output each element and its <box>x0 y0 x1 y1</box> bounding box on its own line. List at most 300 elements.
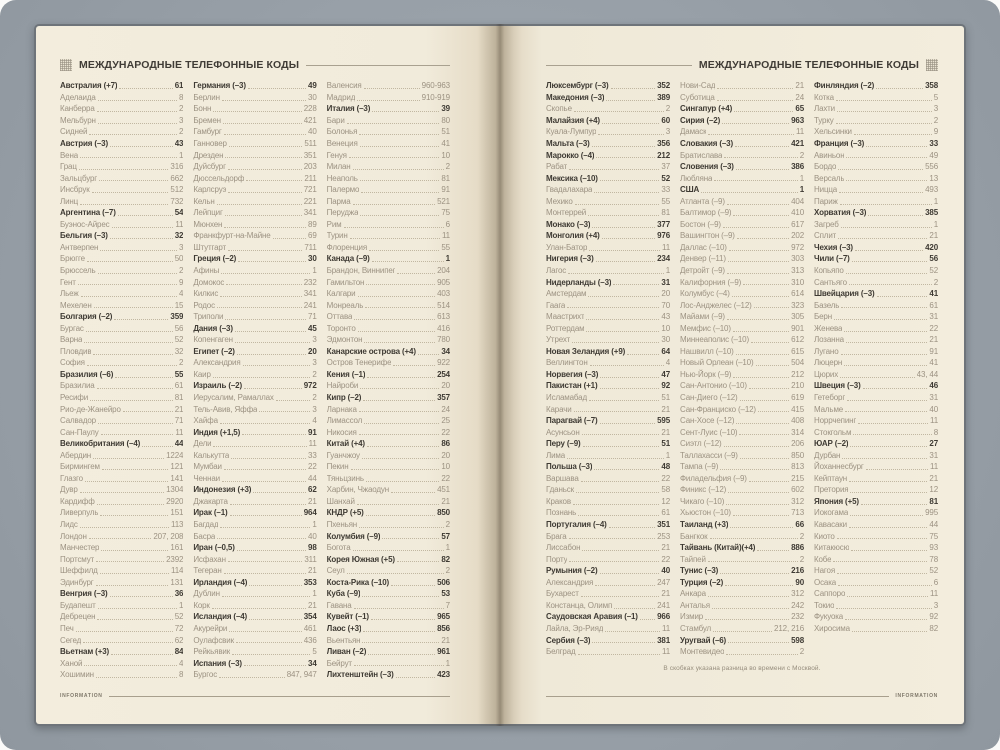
city-row <box>60 634 183 646</box>
dot-leader <box>846 342 927 343</box>
dot-leader <box>582 434 660 435</box>
entry-label: Бургас <box>60 323 84 333</box>
entry-code: 1 <box>312 520 317 530</box>
dot-leader <box>606 100 655 101</box>
dot-leader <box>230 504 306 505</box>
city-row <box>60 172 183 184</box>
dot-leader <box>714 180 797 181</box>
entry-code: 44 <box>308 473 317 483</box>
entry-code: 512 <box>170 185 184 195</box>
city-row <box>193 207 316 219</box>
entry-label: Денвер (–11) <box>680 254 726 264</box>
entry-code: 619 <box>791 393 804 403</box>
city-row <box>60 519 183 531</box>
entry-label: Триполи <box>193 312 224 322</box>
city-row <box>680 172 804 184</box>
country-row <box>193 253 316 265</box>
entry-code: 52 <box>174 335 184 345</box>
entry-code: 221 <box>303 196 317 206</box>
dot-leader <box>97 504 164 505</box>
entry-code: 44 <box>929 520 938 530</box>
dot-leader <box>220 423 310 424</box>
city-row <box>546 322 670 334</box>
entry-code: 151 <box>170 508 184 518</box>
country-row <box>680 519 804 531</box>
city-row <box>327 219 450 231</box>
dot-leader <box>837 538 928 539</box>
dot-leader <box>219 677 285 678</box>
entry-label: Брага <box>546 531 567 541</box>
city-row <box>193 669 316 681</box>
entry-label: Португалия (–4) <box>546 520 607 530</box>
entry-code: 1 <box>312 589 317 599</box>
dot-leader <box>349 157 440 158</box>
dot-leader <box>749 481 789 482</box>
entry-code: 21 <box>661 427 670 437</box>
city-row <box>814 346 938 358</box>
city-row <box>60 542 183 554</box>
city-row <box>680 450 804 462</box>
dot-leader <box>592 227 655 228</box>
city-row <box>814 299 938 311</box>
footer-rule <box>109 696 450 697</box>
dot-leader <box>80 492 164 493</box>
entry-label: Вена <box>60 150 79 160</box>
entry-label: Скопье <box>546 104 572 114</box>
entry-code: 37 <box>661 162 670 172</box>
dot-leader <box>358 331 435 332</box>
entry-code: 21 <box>661 543 670 553</box>
entry-label: Лахти <box>814 104 835 114</box>
entry-label: Мюнхен <box>193 219 223 229</box>
entry-label: Пакистан (+1) <box>546 381 598 391</box>
entry-code: 61 <box>929 300 938 310</box>
dot-leader <box>235 342 310 343</box>
city-row <box>814 334 938 346</box>
entry-label: Киото <box>814 531 835 541</box>
entry-label: Эдмонтон <box>326 335 363 345</box>
city-row <box>193 103 316 115</box>
country-row <box>814 207 938 219</box>
dot-leader <box>123 411 173 412</box>
dot-leader <box>79 169 169 170</box>
entry-label: Цюрих <box>814 369 839 379</box>
dot-leader <box>576 492 659 493</box>
dot-leader <box>605 631 660 632</box>
entry-code: 4 <box>665 358 670 368</box>
dot-leader <box>242 434 306 435</box>
entry-code: 33 <box>929 138 938 148</box>
city-row <box>680 311 804 323</box>
entry-label: Колумбия (–9) <box>326 531 381 541</box>
entry-label: Бордо <box>814 162 837 172</box>
dot-leader <box>609 527 655 528</box>
country-row <box>327 623 450 635</box>
entry-code: 72 <box>174 623 184 633</box>
entry-code: 215 <box>791 473 804 483</box>
dot-leader <box>372 111 439 112</box>
city-row <box>546 403 670 415</box>
entry-label: Чехия (–3) <box>814 242 853 252</box>
entry-code: 3 <box>179 242 184 252</box>
city-row <box>814 450 938 462</box>
dot-leader <box>238 261 306 262</box>
city-row <box>546 450 670 462</box>
entry-label: Копенгаген <box>193 335 233 345</box>
city-row <box>327 657 450 669</box>
entry-label: Линц <box>60 196 79 206</box>
dot-leader <box>100 573 169 574</box>
dot-leader <box>600 180 660 181</box>
city-row <box>60 219 183 231</box>
dot-leader <box>362 596 439 597</box>
entry-label: Рабат <box>546 162 568 172</box>
city-row <box>193 634 316 646</box>
entry-code: 358 <box>925 81 938 91</box>
entry-label: Монреаль <box>326 300 364 310</box>
city-row <box>680 473 804 485</box>
city-row <box>193 161 316 173</box>
dot-leader <box>94 307 173 308</box>
dot-leader <box>101 550 168 551</box>
dot-leader <box>749 388 789 389</box>
dot-leader <box>847 596 928 597</box>
entry-label: Кения (–1) <box>326 369 366 379</box>
city-row <box>193 369 316 381</box>
entry-code: 58 <box>661 485 670 495</box>
dot-leader <box>594 469 659 470</box>
entry-code: 47 <box>661 369 670 379</box>
dot-leader <box>836 100 932 101</box>
entry-code: 43 <box>174 138 184 148</box>
entry-label: Бейрут <box>326 658 352 668</box>
dot-leader <box>708 596 789 597</box>
entry-code: 961 <box>437 647 450 657</box>
timezone-footnote: В скобках указана разница во времени с Москвой. <box>663 665 821 673</box>
dot-leader <box>81 296 177 297</box>
country-row <box>193 657 316 669</box>
country-row <box>60 311 183 323</box>
dot-leader <box>846 157 927 158</box>
city-row <box>680 299 804 311</box>
codes-column-1 <box>60 80 183 680</box>
entry-code: 22 <box>441 427 450 437</box>
city-row <box>60 403 183 415</box>
dot-leader <box>866 469 928 470</box>
entry-code: 113 <box>171 520 184 530</box>
entry-code: 521 <box>437 196 450 206</box>
entry-code: 965 <box>437 612 450 622</box>
city-row <box>60 322 183 334</box>
entry-code: 51 <box>441 127 450 137</box>
dot-leader <box>96 677 177 678</box>
city-row <box>60 265 183 277</box>
dot-leader <box>849 284 932 285</box>
entry-code: 850 <box>437 508 450 518</box>
entry-code: 964 <box>303 508 317 518</box>
dot-leader <box>222 596 310 597</box>
city-row <box>680 276 804 288</box>
entry-label: Испания (–3) <box>193 658 242 668</box>
entry-code: 2 <box>665 104 670 114</box>
dot-leader <box>361 192 439 193</box>
entry-label: Кипр (–2) <box>326 393 362 403</box>
dot-leader <box>115 377 172 378</box>
dot-leader <box>230 515 302 516</box>
city-row <box>193 646 316 658</box>
dot-leader <box>574 111 664 112</box>
country-row <box>327 253 450 265</box>
country-row <box>60 646 183 658</box>
entry-label: Брюгге <box>60 254 85 264</box>
city-row <box>327 161 450 173</box>
city-row <box>680 530 804 542</box>
entry-label: Сплит <box>814 231 837 241</box>
dot-leader <box>852 631 927 632</box>
dot-leader <box>717 100 794 101</box>
city-row <box>193 172 316 184</box>
country-row <box>60 588 183 600</box>
entry-label: Инсбрук <box>60 185 90 195</box>
dot-leader <box>98 608 177 609</box>
country-row <box>193 80 316 92</box>
entry-code: 41 <box>441 138 450 148</box>
entry-label: Польша (–3) <box>546 462 593 472</box>
dot-leader <box>112 227 174 228</box>
city-row <box>193 623 316 635</box>
entry-code: 11 <box>795 127 804 137</box>
entry-label: США <box>680 185 700 195</box>
dot-leader <box>93 354 172 355</box>
dot-leader <box>360 388 439 389</box>
city-row <box>546 126 670 138</box>
entry-label: Никосия <box>326 427 357 437</box>
dot-leader <box>366 481 439 482</box>
city-row <box>814 588 938 600</box>
city-row <box>546 207 670 219</box>
entry-label: Амстердам <box>546 289 587 299</box>
entry-code: 82 <box>929 623 938 633</box>
city-row <box>60 380 183 392</box>
dot-leader <box>582 550 659 551</box>
entry-code: 207, 208 <box>153 531 184 541</box>
dot-leader <box>839 192 923 193</box>
dot-leader <box>836 123 932 124</box>
city-row <box>546 265 670 277</box>
city-row <box>814 126 938 138</box>
city-row <box>814 92 938 104</box>
entry-label: Великобритания (–4) <box>60 439 141 449</box>
city-row <box>680 403 804 415</box>
city-row <box>546 507 670 519</box>
country-row <box>814 242 938 254</box>
dot-leader <box>567 307 659 308</box>
entry-code: 66 <box>795 520 804 530</box>
entry-label: Корк <box>193 600 210 610</box>
city-row <box>327 195 450 207</box>
entry-code: 78 <box>929 554 938 564</box>
entry-code: 595 <box>657 416 670 426</box>
city-row <box>814 195 938 207</box>
entry-label: Словакия (–3) <box>680 138 733 148</box>
dot-leader <box>224 573 306 574</box>
entry-code: 11 <box>661 647 670 657</box>
dot-leader <box>613 284 659 285</box>
entry-code: 33 <box>661 185 670 195</box>
country-row <box>327 611 450 623</box>
entry-code: 352 <box>657 81 670 91</box>
city-row <box>680 426 804 438</box>
city-row <box>546 588 670 600</box>
dot-leader <box>600 423 656 424</box>
dot-leader <box>359 527 444 528</box>
country-row <box>546 380 670 392</box>
entry-label: Гамбург <box>193 127 222 137</box>
page-title: МЕЖДУНАРОДНЫЕ ТЕЛЕФОННЫЕ КОДЫ <box>698 59 919 71</box>
city-row <box>327 357 450 369</box>
entry-code: 21 <box>441 496 450 506</box>
entry-code: 80 <box>441 115 450 125</box>
entry-label: Канарские острова (+4) <box>326 346 416 356</box>
entry-code: 30 <box>308 92 317 102</box>
entry-label: Бухарест <box>546 589 579 599</box>
dot-leader <box>357 100 419 101</box>
dot-leader <box>712 608 789 609</box>
dot-leader <box>364 342 435 343</box>
city-row <box>680 92 804 104</box>
city-row <box>546 161 670 173</box>
entry-label: Сеул <box>326 566 345 576</box>
dot-leader <box>223 123 302 124</box>
city-row <box>546 484 670 496</box>
dot-leader <box>841 354 928 355</box>
entry-code: 30 <box>661 335 670 345</box>
city-row <box>193 496 316 508</box>
entry-label: Ирак (–1) <box>193 508 228 518</box>
entry-label: Бонн <box>193 104 212 114</box>
entry-label: Хиросима <box>814 623 850 633</box>
entry-label: Анкара <box>680 589 706 599</box>
dot-leader <box>354 665 444 666</box>
city-row <box>814 265 938 277</box>
country-row <box>814 288 938 300</box>
city-row <box>814 473 938 485</box>
entry-code: 303 <box>791 254 804 264</box>
entry-label: Саудовская Аравия (–1) <box>546 612 638 622</box>
country-row <box>327 530 450 542</box>
entry-code: 901 <box>791 323 804 333</box>
entry-label: Дуйсбург <box>193 162 226 172</box>
entry-label: Печ <box>60 623 74 633</box>
entry-label: Сан-Антонио (–10) <box>680 381 747 391</box>
entry-label: Ресифи <box>60 393 89 403</box>
entry-code: 11 <box>175 427 184 437</box>
dot-leader <box>726 654 797 655</box>
country-row <box>327 646 450 658</box>
entry-label: Канада (–9) <box>326 254 370 264</box>
dot-leader <box>733 377 789 378</box>
city-row <box>814 461 938 473</box>
entry-label: Манчестер <box>60 543 100 553</box>
city-row <box>193 357 316 369</box>
entry-label: Познань <box>546 508 577 518</box>
city-row <box>193 588 316 600</box>
dot-leader <box>354 608 444 609</box>
entry-label: Хошимин <box>60 670 94 680</box>
dot-leader <box>97 619 172 620</box>
city-row <box>680 207 804 219</box>
entry-code: 52 <box>929 266 938 275</box>
dot-leader <box>844 365 927 366</box>
dot-leader <box>600 377 659 378</box>
city-row <box>327 149 450 161</box>
dot-leader <box>244 388 302 389</box>
city-row <box>327 115 450 127</box>
entry-label: Корея Южная (+5) <box>326 554 395 564</box>
entry-label: Майами (–9) <box>680 312 725 322</box>
city-row <box>546 242 670 254</box>
city-row <box>680 253 804 265</box>
city-row <box>680 553 804 565</box>
entry-code: 359 <box>170 312 184 322</box>
dot-leader <box>84 665 177 666</box>
entry-code: 960-963 <box>421 81 450 91</box>
entry-code: 21 <box>929 335 938 345</box>
entry-code: 22 <box>929 323 938 333</box>
dot-leader <box>217 307 302 308</box>
city-row <box>680 242 804 254</box>
country-row <box>546 346 670 358</box>
country-row <box>327 588 450 600</box>
dot-leader <box>851 550 927 551</box>
country-row <box>327 438 450 450</box>
country-row <box>193 611 316 623</box>
entry-code: 732 <box>170 196 184 206</box>
entry-code: 15 <box>174 300 184 310</box>
entry-code: 423 <box>437 670 450 680</box>
entry-label: Флоренция <box>326 242 368 252</box>
dot-leader <box>850 492 927 493</box>
entry-code: 598 <box>791 635 804 645</box>
dot-leader <box>225 215 302 216</box>
entry-code: 204 <box>437 266 450 275</box>
country-row <box>327 577 450 589</box>
entry-code: 84 <box>174 647 184 657</box>
country-row <box>327 669 450 681</box>
city-row <box>193 184 316 196</box>
country-row <box>193 426 316 438</box>
entry-code: 40 <box>308 127 317 137</box>
entry-code: 976 <box>657 231 670 241</box>
entry-label: Египет (–2) <box>193 346 235 356</box>
entry-label: Женева <box>814 323 843 333</box>
entry-label: Варна <box>60 335 83 345</box>
entry-label: Осака <box>814 577 837 587</box>
entry-label: Вашингтон (–9) <box>680 231 735 241</box>
entry-code: 357 <box>437 393 450 403</box>
entry-label: Брандон, Виннипег <box>326 266 396 275</box>
dot-leader <box>845 411 927 412</box>
city-row <box>60 461 183 473</box>
entry-label: Торонто <box>326 323 356 333</box>
entry-code: 55 <box>174 369 184 379</box>
entry-label: Домокос <box>193 277 225 287</box>
entry-code: 1224 <box>166 450 184 460</box>
entry-label: Дувр <box>60 485 78 495</box>
codes-column-3 <box>327 80 450 680</box>
dot-leader <box>841 227 932 228</box>
entry-label: Бостон (–9) <box>680 219 721 229</box>
